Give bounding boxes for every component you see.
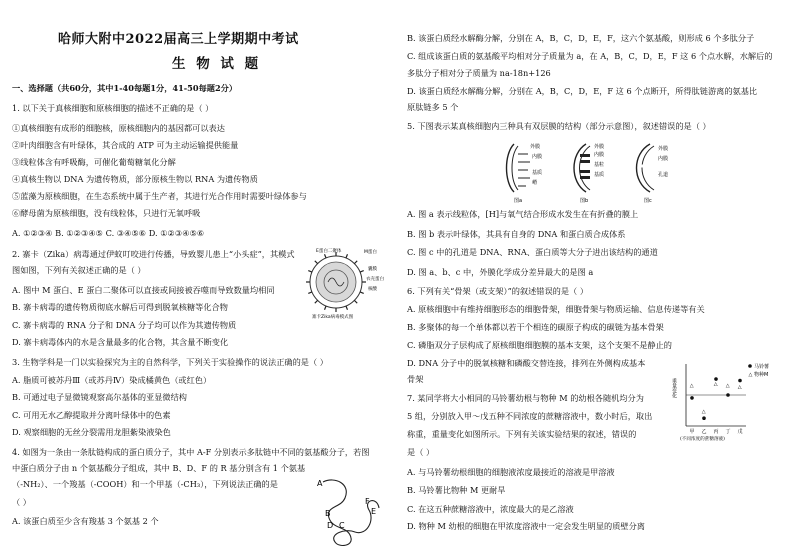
left-line: D. 观察细胞的无丝分裂需用龙胆紫染液染色 <box>12 427 171 437</box>
protein-label-e: E <box>371 507 377 516</box>
right-line: C. 组成该蛋白质的氨基酸平均相对分子质量为 a，在 A，B，C，D，E，F 这 6 个点水解，水解后的 <box>407 51 773 61</box>
virus-caption: 寨卡Zika病毒模式图 <box>312 315 354 320</box>
right-line: 是（ ） <box>407 447 435 457</box>
right-line: B. 马铃薯比物种 M 更耐旱 <box>407 485 506 495</box>
right-line: B. 图 b 表示叶绿体，其具有自身的 DNA 和蛋白质合成体系 <box>407 229 626 239</box>
left-line: （ ） <box>12 497 31 507</box>
virus-spike <box>308 292 312 294</box>
left-line: ⑤蓝藻为原核细胞，在生态系统中属于生产者，其进行光合作用时需要叶绿体参与 <box>12 191 307 201</box>
nucleus-diagram <box>637 144 669 204</box>
virus-spike <box>360 271 364 273</box>
organelle-c-label-inner: 内膜 <box>658 156 669 162</box>
organelle-a-label-outer: 外膜 <box>530 144 541 150</box>
protein-figure <box>315 476 387 548</box>
left-line: 一、选择题（共60分，其中1-40每题1分，41-50每题2分） <box>12 83 238 93</box>
chart-category-label: 丙 <box>713 429 719 435</box>
right-line: C. 磷脂双分子层构成了原核细胞细胞膜的基本支架，这个支架不是静止的 <box>407 340 672 350</box>
left-line: ①真核细胞有成形的细胞核，原核细胞内的基因都可以表达 <box>12 123 225 133</box>
left-line: 4. 如图为一条由一条肽链构成的蛋白质分子，其中 A-F 分别表示多肽链中不同的氨基酸分子，若图 <box>12 447 370 457</box>
virus-spike <box>315 261 318 264</box>
protein-label-f: F <box>365 497 370 506</box>
left-line: 中蛋白质分子由 n 个氨基酸分子组成，其中 B、D、F 的 R 基分别含有 1 个氨基 <box>12 463 306 473</box>
chart-point-potato <box>690 396 694 400</box>
left-line: C. 寨卡病毒的 RNA 分子和 DNA 分子均可以作为其遗传物质 <box>12 320 237 330</box>
chart-point-species-m: △ <box>689 382 694 389</box>
right-line: A. 图 a 表示线粒体，[H]与氧气结合形成水发生在有折叠的膜上 <box>407 209 639 219</box>
chart-category-label: 丁 <box>725 429 731 435</box>
protein-label-d: D <box>327 521 334 530</box>
protein-label-c: C <box>339 521 345 530</box>
left-line: 图如图，下列有关叙述正确的是（ ） <box>12 265 146 275</box>
legend-species-m: 物种M <box>754 372 769 378</box>
organelle-a-label-matrix: 基质 <box>532 170 543 176</box>
right-line: 5. 下图表示某真核细胞内三种具有双层膜的结构（部分示意图），叙述错误的是（ ） <box>407 121 711 131</box>
right-line: B. 该蛋白质经水解酶分解，分别在 A，B，C，D，E，F，这六个氨基酸，则形成 6 个多肽分子 <box>407 33 755 43</box>
right-line: D. 物种 M 幼根的细胞在甲浓度溶液中一定会发生明显的质壁分离 <box>407 521 645 531</box>
right-line: 6. 下列有关“骨架（或支架）”的叙述错误的是（ ） <box>407 286 589 296</box>
chart-ylabel: 重量变化 <box>671 378 677 398</box>
right-line: C. 在这五种蔗糖溶液中，浓度最大的是乙溶液 <box>407 504 574 514</box>
right-line: D. 该蛋白质经水解酶分解，分别在 A，B，C，D，E，F 这 6 个点断开，所得肽链游离的氨基比 <box>407 86 758 96</box>
right-line: 5 组，分别放入甲～戊五种不同浓度的蔗糖溶液中，数小时后，取出 <box>407 411 653 421</box>
right-line: B. 多聚体的每一个单体都以若干个相连的碳原子构成的碳链为基本骨架 <box>407 322 664 332</box>
organelle-b-label-stroma: 基质 <box>594 172 605 178</box>
left-line: A. ①②③④ B. ①②③④⑤ C. ③④⑤⑥ D. ①②③④⑤⑥ <box>12 228 205 238</box>
chart-category-label: 戊 <box>737 429 743 435</box>
organelle-c-caption: 图c <box>644 198 652 204</box>
virus-label-m-protein: M蛋白 <box>364 250 377 255</box>
virus-spike <box>346 254 348 258</box>
virus-spike <box>325 254 327 258</box>
left-line: 3. 生物学科是一门以实验探究为主的自然科学，下列关于实验操作的说法正确的是（ ） <box>12 357 328 367</box>
virus-spike <box>360 292 364 294</box>
virus-spike <box>354 300 357 303</box>
right-line: 骨架 <box>407 374 424 384</box>
left-line: ④真核生物以 DNA 为遗传物质，部分原核生物以 RNA 为遗传物质 <box>12 174 258 184</box>
chart-category-label: 甲 <box>689 429 695 435</box>
right-line: 原肽链多 5 个 <box>407 102 459 112</box>
right-line: 称重，重量变化如图所示。下列有关该实验结果的叙述，错误的 <box>407 429 637 439</box>
right-line: 多肽分子相对分子质量为 na-18n+126 <box>407 68 551 78</box>
virus-spike <box>308 271 312 273</box>
organelle-a-label-inner: 内膜 <box>532 154 543 160</box>
organelle-a-label-crista: 嵴 <box>532 180 538 186</box>
left-line: 2. 寨卡（Zika）病毒通过伊蚊叮咬进行传播，导致婴儿患上“小头症”，其模式 <box>12 249 295 259</box>
weight-change-chart <box>672 360 788 442</box>
protein-label-b: B <box>325 509 331 518</box>
left-line: A. 脂质可被苏丹Ⅲ（或苏丹Ⅳ）染成橘黄色（或红色） <box>12 375 212 385</box>
chloroplast-diagram <box>574 143 604 204</box>
virus-spike <box>315 300 318 303</box>
legend-potato: 马铃薯 <box>754 364 770 370</box>
left-line: （-NH₂）、一个羧基（-COOH）和一个甲基（-CH₃），下列说法正确的是 <box>12 479 278 489</box>
left-line: C. 可用无水乙醇提取并分离叶绿体中的色素 <box>12 410 171 420</box>
virus-spike <box>354 261 357 264</box>
right-line: A. 与马铃薯幼根细胞的细胞液浓度最接近的溶液是甲溶液 <box>407 467 615 477</box>
chart-category-label: 乙 <box>701 429 707 435</box>
left-line: ⑥酵母菌为原核细胞，没有线粒体，只进行无氧呼吸 <box>12 208 201 218</box>
left-line: D. 寨卡病毒体内的水是含量最多的化合物，其含量不断变化 <box>12 337 229 347</box>
svg-text:△: △ <box>748 372 753 378</box>
virus-label-e-protein: E蛋白二聚体 <box>316 249 342 254</box>
left-line: B. 寨卡病毒的遗传物质彻底水解后可得到脱氧核糖等化合物 <box>12 302 228 312</box>
virus-label-capsid: 衣壳蛋白 <box>366 277 384 282</box>
organelle-c-label-pore: 孔道 <box>658 172 669 178</box>
virus-spike <box>346 306 348 310</box>
mitochondrion-diagram <box>507 143 543 204</box>
virus-spike <box>325 306 327 310</box>
chart-point-species-m: △ <box>713 381 718 388</box>
right-line: C. 图 c 中的孔道是 DNA、RNA、蛋白质等大分子进出该结构的通道 <box>407 247 658 257</box>
left-line: A. 该蛋白质至少含有羧基 3 个氨基 2 个 <box>12 516 159 526</box>
chart-point-species-m: △ <box>701 408 706 415</box>
organelle-c-label-outer: 外膜 <box>658 146 669 152</box>
chart-point-species-m: △ <box>725 382 730 389</box>
chart-point-potato <box>714 377 718 381</box>
left-line: B. 可通过电子显微镜观察高尔基体的亚显微结构 <box>12 392 187 402</box>
left-line: ②叶肉细胞含有叶绿体，其合成的 ATP 可为主动运输提供能量 <box>12 140 239 150</box>
organelle-b-caption: 图b <box>580 198 589 204</box>
chart-point-potato <box>738 379 742 383</box>
right-line: D. DNA 分子中的脱氧核糖和磷酸交替连接，排列在外侧构成基本 <box>407 358 646 368</box>
virus-label-nucleic: 核酸 <box>368 287 377 292</box>
right-line: 7. 某同学将大小相同的马铃薯幼根与物种 M 的幼根各随机均分为 <box>407 393 644 403</box>
virus-label-envelope: 囊膜 <box>368 267 377 272</box>
organelle-a-caption: 图a <box>514 198 523 204</box>
subject-title: 生 物 试 题 <box>172 56 262 72</box>
chart-x-note: (不同浓度的蔗糖溶液) <box>680 437 725 442</box>
chart-point-potato <box>726 393 730 397</box>
left-line: A. 图中 M 蛋白、E 蛋白二聚体可以直接或间接被吞噬而导致数量均相同 <box>12 285 275 295</box>
organelles-figure <box>500 140 690 204</box>
left-line: ③线粒体含有呼吸酶，可催化葡萄糖氧化分解 <box>12 157 176 167</box>
chart-point-species-m: △ <box>737 384 742 391</box>
chart-point-potato <box>702 416 706 420</box>
left-line: 1. 以下关于真核细胞和原核细胞的描述不正确的是（ ） <box>12 103 214 113</box>
right-line: D. 图 a、b、c 中，外膜化学成分差异最大的是图 a <box>407 267 594 277</box>
right-line: A. 原核细胞中有维持细胞形态的细胞骨架，细胞骨架与物质运输、信息传递等有关 <box>407 304 705 314</box>
zika-virus-figure <box>298 244 390 320</box>
protein-label-a: A <box>317 479 323 488</box>
organelle-b-label-granum: 基粒 <box>594 162 605 168</box>
exam-title: 哈师大附中2022届高三上学期期中考试 <box>58 32 299 47</box>
chart-legend <box>748 363 769 378</box>
organelle-b-label-outer: 外膜 <box>594 144 605 150</box>
organelle-b-label-inner: 内膜 <box>594 152 605 158</box>
